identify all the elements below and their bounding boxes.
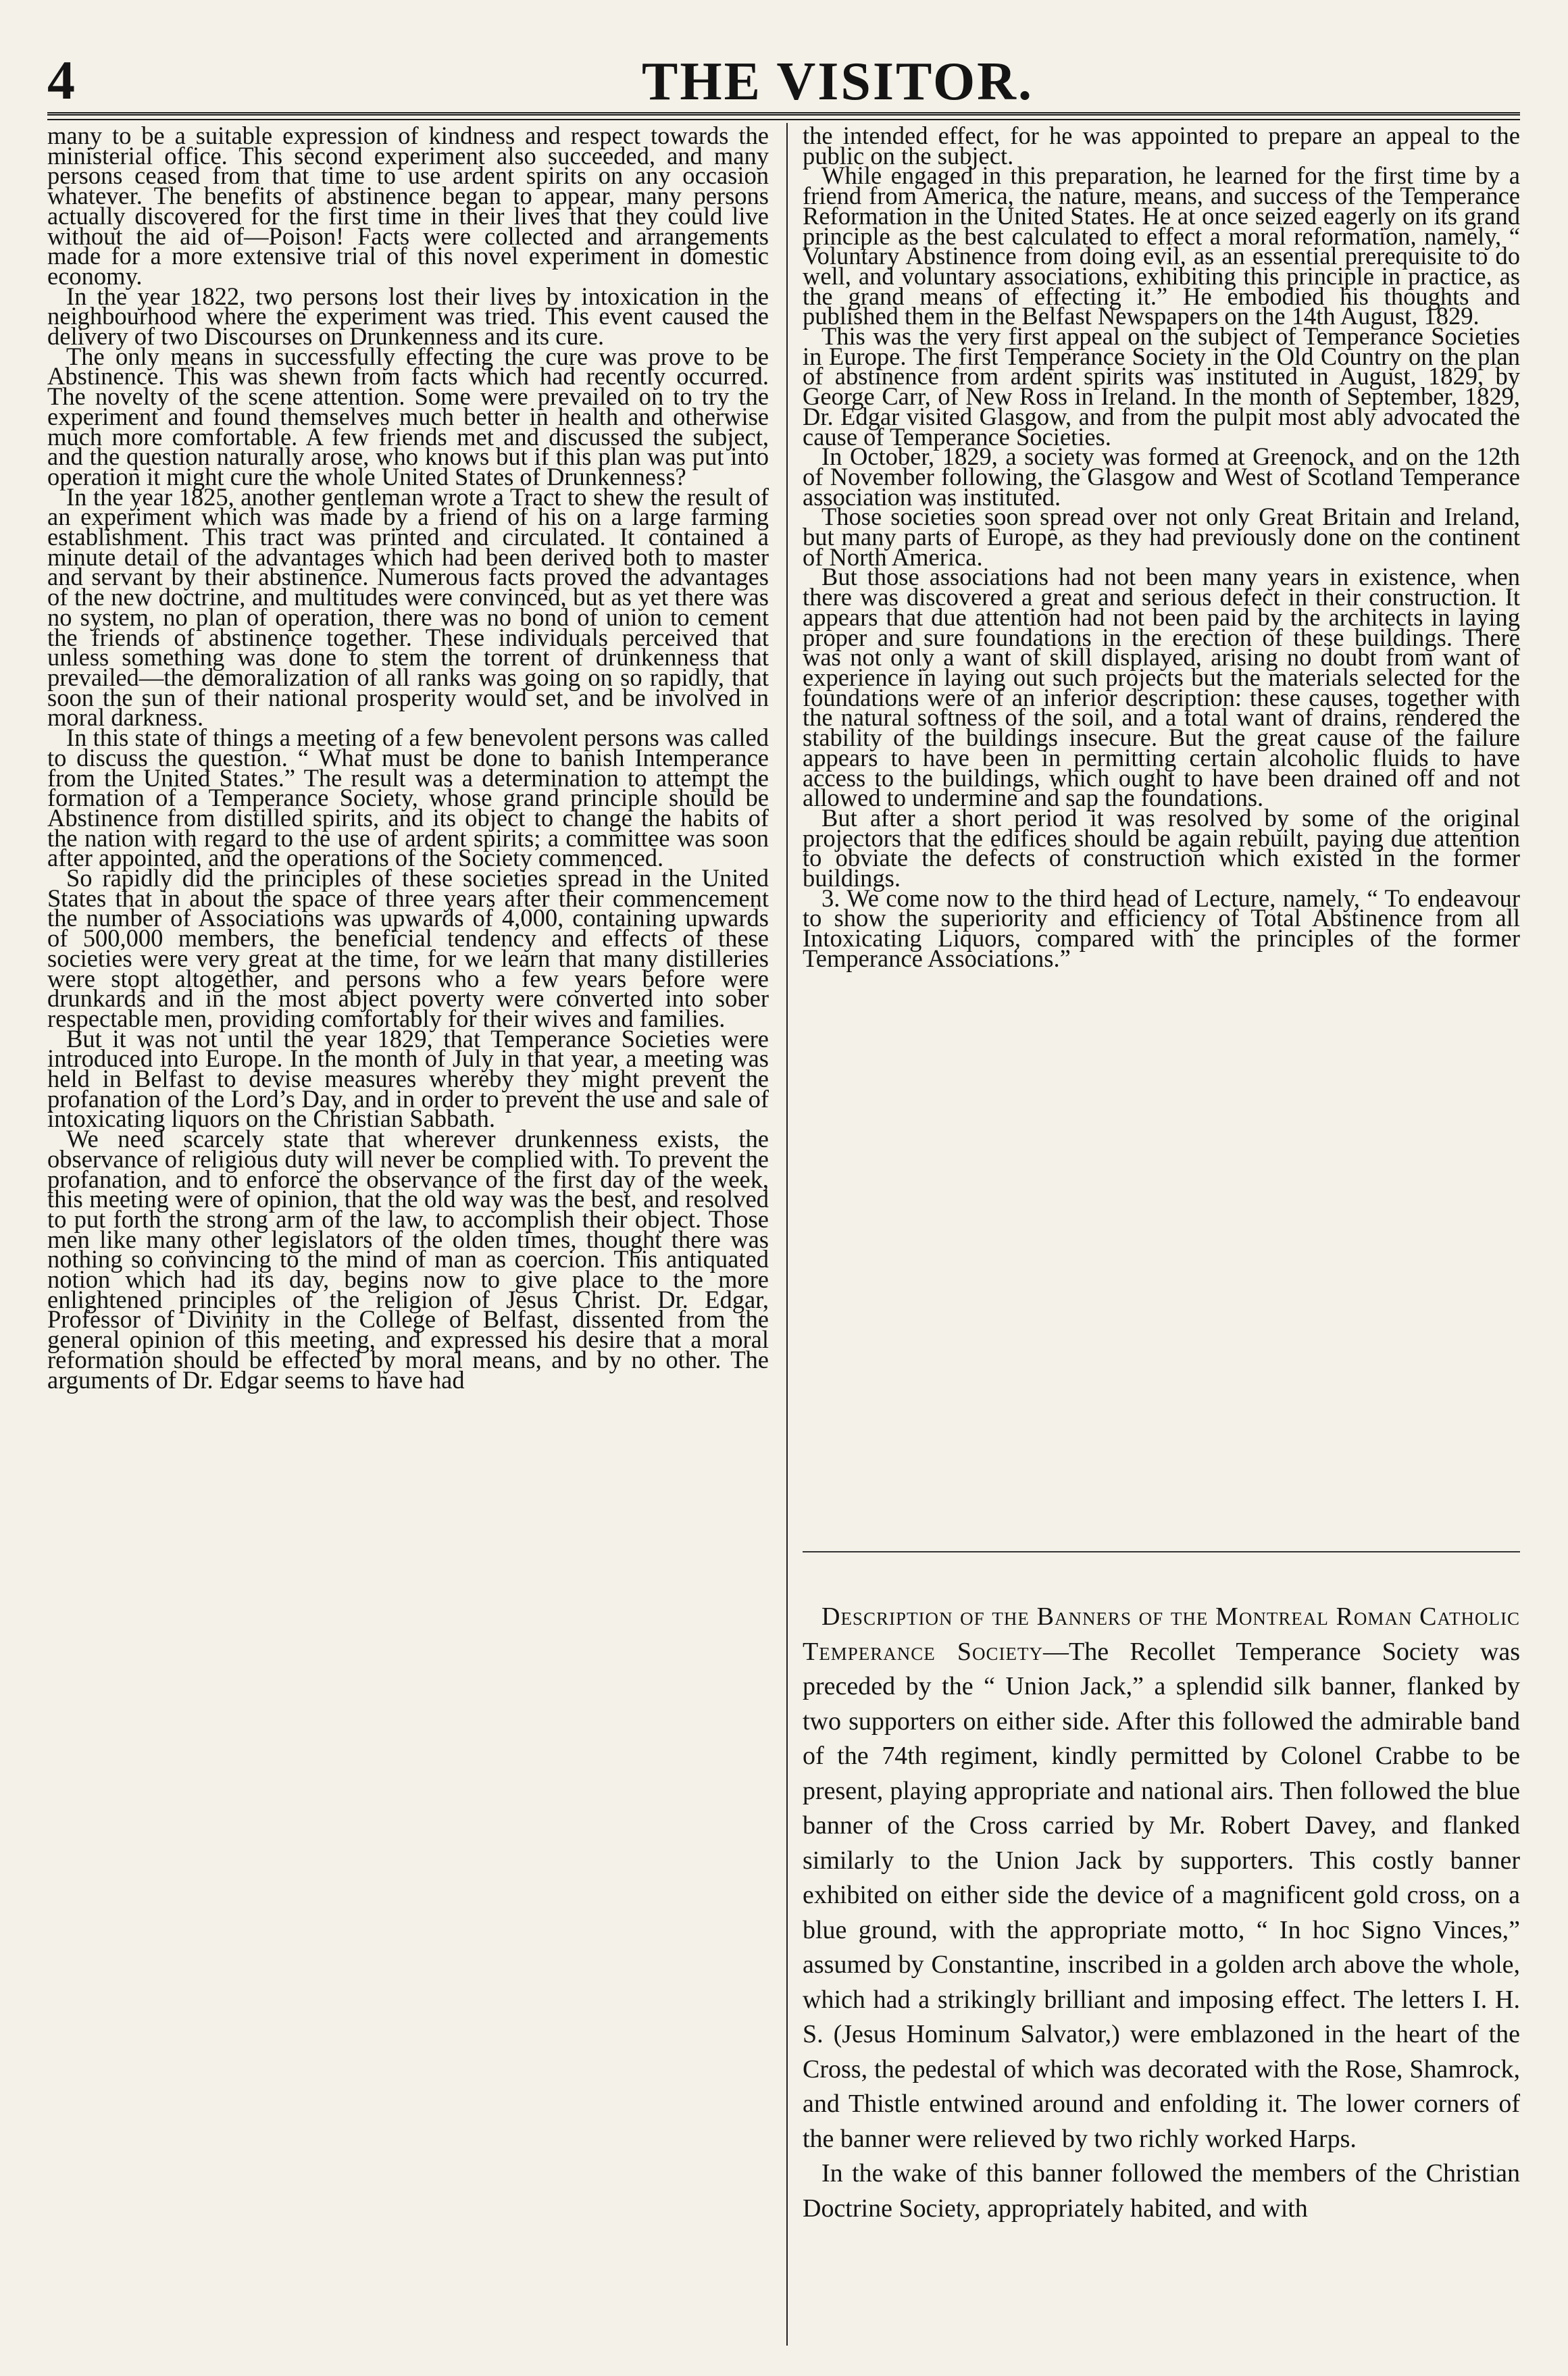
- right-paragraph: the intended effect, for he was appointed to prepare an appeal to the public on the subject.: [803, 122, 1520, 170]
- section-rule: [803, 1551, 1520, 1552]
- banners-paragraph-1: [803, 1600, 1520, 2156]
- right-paragraph: Those societies soon spread over not only Great Britain and Ireland, but many parts of Europe, as they had previously done on the continent of North America.: [803, 503, 1520, 571]
- column-divider: [786, 123, 788, 2346]
- left-paragraph: In the year 1822, two persons lost their lives by intoxication in the neighbourhood where the experiment was tried. This event caused the delivery of two Discourses on Drunkenness and its cure.: [47, 282, 769, 351]
- header-rule-thin: [47, 119, 1520, 120]
- left-column: [47, 122, 769, 1394]
- right-paragraph: But those associations had not been many years in existence, when there was discovered a great and serious defect in their construction. It appears that due attention had not been paid by the architects in laying proper and sure foundations in the erection of these buildings. There was not only a want of skill displayed, arising no doubt from want of experience in laying out such projects but the materials selected for the foundations were of an inferior description: these causes, together with the natural softness of the soil, and a total want of drains, rendered the stability of the buildings insecure. But the great cause of the failure appears to have been in permitting certain alcoholic fluids to have access to the buildings, which ought to have been drained off and not allowed to undermine and sap the foundations.: [803, 563, 1520, 812]
- running-title: THE VISITOR.: [642, 52, 1034, 111]
- banners-article: [803, 1600, 1520, 2226]
- left-paragraph: In this state of things a meeting of a few benevolent persons was called to discuss the question. “ What must be done to banish Intemperance from the United States.” The result was a determination to attempt the formation of a Temperance Society, whose grand principle should be Abstinence from distilled spirits, and its object to change the habits of the nation with regard to the use of ardent spirits; a committee was soon after appointed, and the operations of the Society commenced.: [47, 724, 769, 872]
- right-column: [803, 122, 1520, 972]
- left-paragraph: But it was not until the year 1829, that Temperance Societies were introduced into Europe. In the month of July in that year, a meeting was held in Belfast to devise measures whereby they might prevent the profanation of the Lord’s Day, and in order to prevent the use and sale of intoxicating liquors on the Christian Sabbath.: [47, 1024, 769, 1133]
- left-paragraph: So rapidly did the principles of these societies spread in the United States that in about the space of three years after their commencement the number of Associations was upwards of 4,000, containing upwards of 500,000 members, the beneficial tendency and effects of these societies were very great at the time, for we learn that many distilleries were stopt altogether, and persons who a few years before were drunkards and in the most abject poverty were converted into sober respectable men, providing comfortably for their wives and families.: [47, 864, 769, 1032]
- banners-heading: Description of the Banners of the Montreal Roman Catholic Temperance Society: [803, 1602, 1520, 1666]
- right-paragraph: While engaged in this preparation, he learned for the first time by a friend from America, the nature, means, and success of the Temperance Reformation in the United States. He at once seized eagerly on its grand principle as the best calculated to effect a moral reformation, namely, “ Voluntary Abstinence from doing evil, as an essential prerequisite to do well, and voluntary associations, exhibiting this principle in practice, as the grand means of effecting it.” He embodied his thoughts and published them in the Belfast Newspapers on the 14th August, 1829.: [803, 161, 1520, 330]
- left-paragraph: We need scarcely state that wherever drunkenness exists, the observance of religious duty will never be complied with. To prevent the profanation, and to enforce the observance of the first day of the week, this meeting were of opinion, that the old way was the best, and resolved to put forth the strong arm of the law, to accomplish their object. Those men like many other legislators of the olden times, thought there was nothing so convincing to the mind of man as coercion. This antiquated notion which had its day, begins now to give place to the more enlightened principles of the religion of Jesus Christ. Dr. Edgar, Professor of Divinity in the College of Belfast, dissented from the general opinion of this meeting, and expressed his desire that a moral reformation should be effected by moral means, and by no other. The arguments of Dr. Edgar seems to have had: [47, 1125, 769, 1394]
- right-paragraph: 3. We come now to the third head of Lecture, namely, “ To endeavour to show the superiority and efficiency of Total Abstinence from all Intoxicating Liquors, compared with the principles of the former Temperance Associations.”: [803, 884, 1520, 972]
- right-paragraph: In October, 1829, a society was formed at Greenock, and on the 12th of November following, the Glasgow and West of Scotland Temperance association was instituted.: [803, 443, 1520, 511]
- banners-paragraph-2: In the wake of this banner followed the members of the Christian Doctrine Society, appropriately habited, and with: [803, 2159, 1520, 2223]
- page-number: 4: [47, 49, 75, 111]
- right-paragraph: But after a short period it was resolved by some of the original projectors that the edifices should be again rebuilt, paying due attention to obviate the defects of construction which existed in the former buildings.: [803, 803, 1520, 892]
- left-paragraph: many to be a suitable expression of kindness and respect towards the ministerial office. This second experiment also succeeded, and many persons ceased from that time to use ardent spirits on any occasion whatever. The benefits of abstinence began to appear, many persons actually discovered for the first time in their lives that they could live without the aid of—Poison! Facts were collected and arrangements made for a more extensive trial of this novel experiment in domestic economy.: [47, 122, 769, 290]
- right-paragraph: This was the very first appeal on the subject of Temperance Societies in Europe. The first Temperance Society in the Old Country on the plan of abstinence from ardent spirits was instituted in August, 1829, by George Carr, of New Ross in Ireland. In the month of September, 1829, Dr. Edgar visited Glasgow, and from the pulpit most ably advocated the cause of Temperance Societies.: [803, 322, 1520, 451]
- masthead: [47, 41, 1520, 115]
- header-rule: [47, 112, 1520, 116]
- banners-text: —The Recollet Temperance Society was preceded by the “ Union Jack,” a splendid silk banner, flanked by two supporters on either side. After this followed the admirable band of the 74th regiment, kindly permitted by Colonel Crabbe to be present, playing appropriate and national airs. Then followed the blue banner of the Cross carried by Mr. Robert Davey, and flanked similarly to the Union Jack by supporters. This costly banner exhibited on either side the device of a magnificent gold cross, on a blue ground, with the appropriate motto, “ In hoc Signo Vinces,” assumed by Constantine, inscribed in a golden arch above the whole, which had a strikingly brilliant and imposing effect. The letters I. H. S. (Jesus Hominum Salvator,) were emblazoned in the heart of the Cross, the pedestal of which was decorated with the Rose, Shamrock, and Thistle entwined around and enfolding it. The lower corners of the banner were relieved by two richly worked Harps.: [803, 1637, 1520, 2153]
- left-paragraph: In the year 1825, another gentleman wrote a Tract to shew the result of an experiment which was made by a friend of his on a large farming establishment. This tract was printed and circulated. It contained a minute detail of the advantages which had been derived both to master and servant by their abstinence. Numerous facts proved the advantages of the new doctrine, and multitudes were convinced, but as yet there was no system, no plan of operation, there was no bond of union to cement the friends of abstinence together. These individuals perceived that unless something was done to stem the torrent of drunkenness that prevailed—the demoralization of all ranks was going on so rapidly, that soon the sun of their national prosperity would set, and be involved in moral darkness.: [47, 482, 769, 732]
- left-paragraph: The only means in successfully effecting the cure was prove to be Abstinence. This was shewn from facts which had recently occurred. The novelty of the scene attention. Some were prevailed on to try the experiment and found themselves much better in health and otherwise much more comfortable. A few friends met and discussed the subject, and the question naturally arose, who knows but if this plan was put into operation it might cure the whole United States of Drunkenness?: [47, 342, 769, 490]
